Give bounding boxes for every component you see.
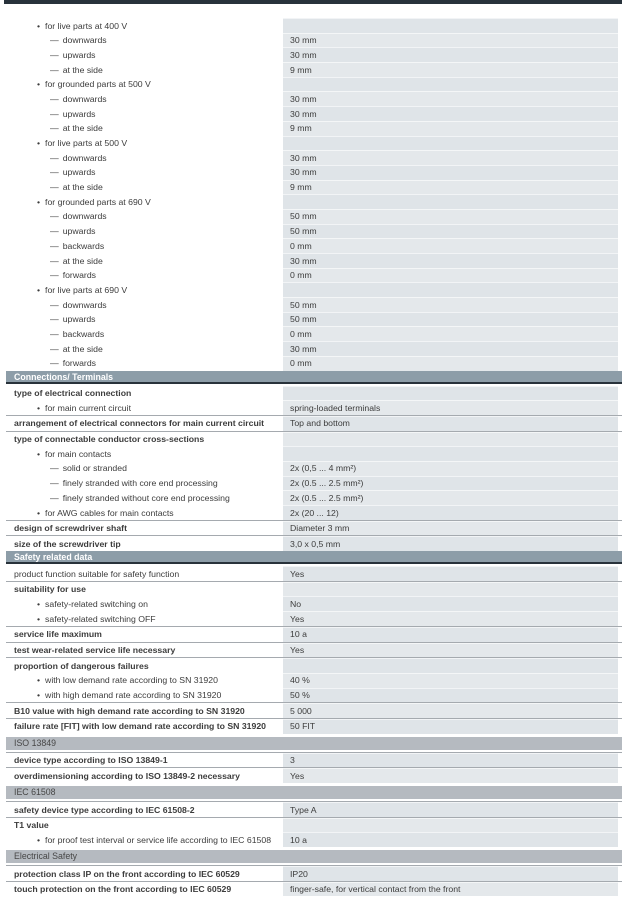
table-row xyxy=(6,476,622,491)
table-row xyxy=(6,702,622,718)
row-label xyxy=(6,297,283,312)
table-row xyxy=(6,386,622,401)
row-value: 2x (0.5 ... 2.5 mm²) xyxy=(283,476,618,491)
row-label xyxy=(6,150,283,165)
row-label xyxy=(6,282,283,297)
dash-marker: — xyxy=(50,240,59,251)
table-row xyxy=(6,461,622,476)
row-value: Top and bottom xyxy=(283,416,618,431)
row-label xyxy=(6,476,283,491)
dash-marker: — xyxy=(50,492,59,503)
row-value: 40 % xyxy=(283,673,618,688)
row-label xyxy=(6,47,283,62)
row-value: 30 mm xyxy=(283,106,618,121)
row-label-text: device type according to ISO 13849-1 xyxy=(14,755,168,766)
table-row xyxy=(6,136,622,151)
row-label xyxy=(6,768,283,783)
row-value: 0 mm xyxy=(283,268,618,283)
table-row xyxy=(6,801,622,817)
row-label xyxy=(6,432,283,447)
dash-marker: — xyxy=(50,182,59,193)
row-label xyxy=(6,386,283,401)
row-label xyxy=(6,268,283,283)
row-label-text: downwards xyxy=(62,152,107,163)
row-label-text: downwards xyxy=(62,211,107,222)
row-label xyxy=(6,505,283,520)
dash-marker: — xyxy=(50,478,59,489)
row-label-text: upwards xyxy=(62,226,96,237)
bullet-marker: • xyxy=(37,613,41,624)
row-label xyxy=(6,209,283,224)
table-row xyxy=(6,446,622,461)
table-row xyxy=(6,268,622,283)
row-label-text: upwards xyxy=(62,167,96,178)
bullet-marker: • xyxy=(37,675,41,686)
row-value: finger-safe, for vertical contact from the front xyxy=(283,882,618,897)
row-label-text: backwards xyxy=(62,328,105,339)
row-label-text: at the side xyxy=(62,182,103,193)
table-row xyxy=(6,356,622,371)
row-label-text: upwards xyxy=(62,314,96,325)
bullet-marker: • xyxy=(37,834,41,845)
table-row xyxy=(6,312,622,327)
row-label xyxy=(6,688,283,703)
row-value: 30 mm xyxy=(283,341,618,356)
row-label xyxy=(6,180,283,195)
row-label xyxy=(6,224,283,239)
dash-marker: — xyxy=(50,328,59,339)
row-label-text: suitability for use xyxy=(14,584,86,595)
row-label-text: at the side xyxy=(62,255,103,266)
dash-marker: — xyxy=(50,211,59,222)
table-row xyxy=(6,282,622,297)
table-row xyxy=(6,33,622,48)
row-label-text: forwards xyxy=(62,270,96,281)
table-row xyxy=(6,505,622,520)
dash-marker: — xyxy=(50,299,59,310)
row-value: 2x (0,5 ... 4 mm²) xyxy=(283,461,618,476)
row-value: 3 xyxy=(283,753,618,768)
row-value: 9 mm xyxy=(283,180,618,195)
table-row xyxy=(6,626,622,642)
row-label xyxy=(6,658,283,673)
row-value: 30 mm xyxy=(283,91,618,106)
table-row xyxy=(6,535,622,551)
row-value: 5 000 xyxy=(283,703,618,718)
dash-marker: — xyxy=(50,167,59,178)
bullet-marker: • xyxy=(37,690,41,701)
row-value: 2x (20 ... 12) xyxy=(283,505,618,520)
row-value: No xyxy=(283,596,618,611)
row-label-text: finely stranded without core end processing xyxy=(62,492,230,503)
row-label-text: type of electrical connection xyxy=(14,388,132,398)
row-value: IP20 xyxy=(283,866,618,881)
row-label-text: arrangement of electrical connectors for main current circuit xyxy=(14,418,265,429)
row-label-text: failure rate [FIT] with low demand rate according to SN 31920 xyxy=(14,721,266,732)
row-value: 50 mm xyxy=(283,312,618,327)
row-label-text: safety-related switching OFF xyxy=(45,613,156,624)
table-row xyxy=(6,194,622,209)
table-row xyxy=(6,817,622,833)
row-value: 0 mm xyxy=(283,356,618,371)
row-value xyxy=(283,582,618,597)
row-label xyxy=(6,818,283,833)
dash-marker: — xyxy=(50,108,59,119)
table-row xyxy=(6,91,622,106)
row-value: 10 a xyxy=(283,627,618,642)
row-label xyxy=(6,582,283,597)
row-label-text: safety-related switching on xyxy=(45,598,148,609)
table-row xyxy=(6,718,622,734)
row-label xyxy=(6,596,283,611)
dash-marker: — xyxy=(50,123,59,134)
row-label-text: with high demand rate according to SN 31920 xyxy=(45,690,222,701)
row-label xyxy=(6,18,283,33)
row-value: 50 mm xyxy=(283,209,618,224)
section-header-connections-terminals: Connections/ Terminals xyxy=(6,371,622,384)
bullet-marker: • xyxy=(37,598,41,609)
row-label-text: size of the screwdriver tip xyxy=(14,538,121,549)
table-row xyxy=(6,150,622,165)
row-value: Yes xyxy=(283,643,618,658)
row-value: 50 FIT xyxy=(283,719,618,734)
table-row xyxy=(6,688,622,703)
table-row xyxy=(6,642,622,658)
table-row xyxy=(6,18,622,33)
dash-marker: — xyxy=(50,226,59,237)
row-label xyxy=(6,703,283,718)
row-value: 3,0 x 0,5 mm xyxy=(283,536,618,551)
table-row xyxy=(6,767,622,783)
row-value: 30 mm xyxy=(283,150,618,165)
table-row xyxy=(6,121,622,136)
row-value: 10 a xyxy=(283,832,618,847)
bullet-marker: • xyxy=(37,402,41,413)
row-value xyxy=(283,18,618,33)
row-label-text: proportion of dangerous failures xyxy=(14,660,149,671)
table-row xyxy=(6,881,622,897)
dash-marker: — xyxy=(50,270,59,281)
dash-marker: — xyxy=(50,314,59,325)
table-row xyxy=(6,520,622,536)
row-label-text: for main contacts xyxy=(45,448,112,459)
table-row xyxy=(6,832,622,847)
row-label xyxy=(6,194,283,209)
section-header-safety-related-data: Safety related data xyxy=(6,551,622,564)
table-row xyxy=(6,431,622,447)
row-label xyxy=(6,611,283,626)
row-value: Yes xyxy=(283,611,618,626)
row-value xyxy=(283,658,618,673)
row-label-text: for main current circuit xyxy=(45,402,131,413)
table-row xyxy=(6,566,622,581)
table-row xyxy=(6,238,622,253)
row-label xyxy=(6,832,283,847)
row-value: 0 mm xyxy=(283,326,618,341)
row-value: 30 mm xyxy=(283,253,618,268)
row-value: 50 mm xyxy=(283,224,618,239)
table-row xyxy=(6,106,622,121)
row-label xyxy=(6,627,283,642)
row-value: 50 % xyxy=(283,688,618,703)
table-row xyxy=(6,326,622,341)
row-label xyxy=(6,400,283,415)
table-row xyxy=(6,253,622,268)
section-header-iec-61508: IEC 61508 xyxy=(6,786,622,799)
row-label xyxy=(6,446,283,461)
table-row xyxy=(6,752,622,768)
row-label xyxy=(6,165,283,180)
row-label xyxy=(6,719,283,734)
dash-marker: — xyxy=(50,49,59,60)
row-label-text: touch protection on the front according to IEC 60529 xyxy=(14,884,232,895)
dash-marker: — xyxy=(50,343,59,354)
row-value: 9 mm xyxy=(283,62,618,77)
table-row xyxy=(6,596,622,611)
row-label xyxy=(6,882,283,897)
dash-marker: — xyxy=(50,152,59,163)
row-label xyxy=(6,536,283,551)
row-label-text: service life maximum xyxy=(14,629,102,640)
table-row xyxy=(6,415,622,431)
row-label xyxy=(6,62,283,77)
row-value: Diameter 3 mm xyxy=(283,521,618,536)
row-label-text: downwards xyxy=(62,299,107,310)
section-header-iso-13849: ISO 13849 xyxy=(6,737,622,750)
row-label-text: design of screwdriver shaft xyxy=(14,523,127,534)
dash-marker: — xyxy=(50,35,59,46)
row-value xyxy=(283,818,618,833)
bullet-marker: • xyxy=(37,138,41,148)
bullet-marker: • xyxy=(37,196,41,207)
table-row xyxy=(6,165,622,180)
row-label xyxy=(6,356,283,371)
row-value: 2x (0.5 ... 2.5 mm²) xyxy=(283,490,618,505)
row-value: Yes xyxy=(283,768,618,783)
row-label xyxy=(6,673,283,688)
row-label-text: for live parts at 690 V xyxy=(45,284,128,295)
row-label-text: for live parts at 500 V xyxy=(45,138,128,148)
row-label xyxy=(6,490,283,505)
row-value xyxy=(283,432,618,447)
row-value: Yes xyxy=(283,566,618,581)
row-label-text: at the side xyxy=(62,123,103,134)
row-label xyxy=(6,461,283,476)
row-value xyxy=(283,194,618,209)
bullet-marker: • xyxy=(37,507,41,518)
bullet-marker: • xyxy=(37,79,41,90)
row-label xyxy=(6,312,283,327)
section-header-electrical-safety: Electrical Safety xyxy=(6,850,622,863)
table-row xyxy=(6,657,622,673)
table-top-border xyxy=(4,0,622,4)
bullet-marker: • xyxy=(37,20,41,31)
row-label xyxy=(6,77,283,92)
row-value xyxy=(283,446,618,461)
row-label-text: downwards xyxy=(62,35,107,46)
row-label-text: with low demand rate according to SN 31920 xyxy=(45,675,218,686)
row-label-text: upwards xyxy=(62,49,96,60)
row-value xyxy=(283,136,618,151)
row-value: 9 mm xyxy=(283,121,618,136)
table-row xyxy=(6,224,622,239)
row-value: 30 mm xyxy=(283,33,618,48)
table-row xyxy=(6,297,622,312)
row-label-text: at the side xyxy=(62,64,103,75)
table-row xyxy=(6,581,622,597)
table-row xyxy=(6,62,622,77)
dash-marker: — xyxy=(50,255,59,266)
row-label xyxy=(6,106,283,121)
row-label xyxy=(6,566,283,581)
row-label xyxy=(6,866,283,881)
row-value: Type A xyxy=(283,802,618,817)
row-label xyxy=(6,91,283,106)
table-row xyxy=(6,180,622,195)
row-value: spring-loaded terminals xyxy=(283,400,618,415)
row-label xyxy=(6,121,283,136)
table-row xyxy=(6,77,622,92)
spec-table xyxy=(6,18,622,896)
row-value xyxy=(283,77,618,92)
row-label xyxy=(6,33,283,48)
row-value: 0 mm xyxy=(283,238,618,253)
row-label xyxy=(6,753,283,768)
row-label-text: backwards xyxy=(62,240,105,251)
row-label-text: product function suitable for safety function xyxy=(14,568,180,579)
bullet-marker: • xyxy=(37,448,41,459)
dash-marker: — xyxy=(50,463,59,474)
bullet-marker: • xyxy=(37,284,41,295)
row-label-text: T1 value xyxy=(14,820,49,831)
table-row xyxy=(6,341,622,356)
row-label xyxy=(6,416,283,431)
row-label-text: solid or stranded xyxy=(62,463,127,474)
row-value xyxy=(283,386,618,401)
table-row xyxy=(6,400,622,415)
row-value: 30 mm xyxy=(283,47,618,62)
row-label-text: overdimensioning according to ISO 13849-2 necessary xyxy=(14,770,240,781)
row-label-text: B10 value with high demand rate according to SN 31920 xyxy=(14,705,245,716)
row-label-text: downwards xyxy=(62,93,107,104)
row-label-text: for proof test interval or service life according to IEC 61508 xyxy=(45,834,272,845)
row-label xyxy=(6,326,283,341)
row-label-text: for AWG cables for main contacts xyxy=(45,507,174,518)
table-row xyxy=(6,209,622,224)
row-label xyxy=(6,238,283,253)
dash-marker: — xyxy=(50,64,59,75)
row-label-text: at the side xyxy=(62,343,103,354)
row-value: 30 mm xyxy=(283,165,618,180)
row-label xyxy=(6,253,283,268)
dash-marker: — xyxy=(50,358,59,369)
row-label xyxy=(6,521,283,536)
row-label xyxy=(6,341,283,356)
row-label xyxy=(6,643,283,658)
row-value: 50 mm xyxy=(283,297,618,312)
row-label-text: upwards xyxy=(62,108,96,119)
row-label-text: test wear-related service life necessary xyxy=(14,645,176,655)
row-label xyxy=(6,136,283,151)
row-value xyxy=(283,282,618,297)
table-row xyxy=(6,611,622,626)
table-row xyxy=(6,490,622,505)
dash-marker: — xyxy=(50,93,59,104)
row-label-text: for live parts at 400 V xyxy=(45,20,128,31)
table-row xyxy=(6,865,622,881)
row-label-text: type of connectable conductor cross-sections xyxy=(14,434,205,445)
row-label-text: for grounded parts at 690 V xyxy=(45,196,151,207)
row-label-text: for grounded parts at 500 V xyxy=(45,79,151,90)
table-row xyxy=(6,673,622,688)
row-label xyxy=(6,802,283,817)
table-row xyxy=(6,47,622,62)
row-label-text: forwards xyxy=(62,358,96,369)
row-label-text: safety device type according to IEC 61508-2 xyxy=(14,804,195,815)
row-label-text: protection class IP on the front according to IEC 60529 xyxy=(14,868,240,879)
row-label-text: finely stranded with core end processing xyxy=(62,478,218,489)
